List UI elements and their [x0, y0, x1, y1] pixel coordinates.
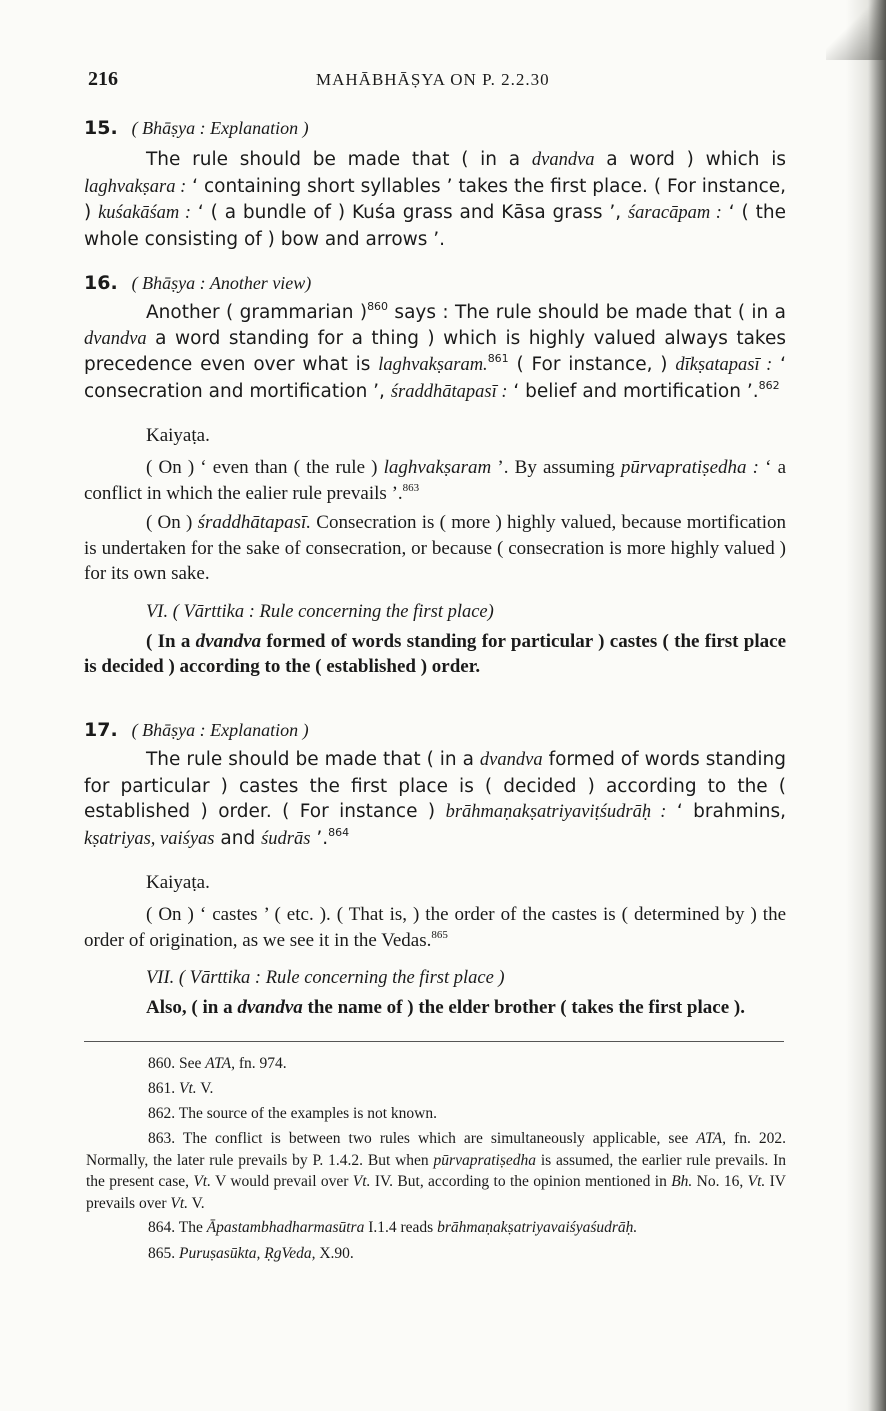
- footnote-separator: [84, 1041, 784, 1042]
- footnote-ref: 861: [487, 352, 509, 365]
- footnote-863: 863. The conflict is between two rules which are simultaneously applicable, see ATA, fn. 202. Normally, the later rule prevails by P. 1.4.2. But when pūrvapratiṣedha is assumed, the earlier rule prevails. In the present case, Vt. V would prevail over Vt. IV. But, according to the opinion mentioned in Bh. No. 16, Vt. IV prevails over Vt. V.: [86, 1130, 786, 1212]
- page-edge-shadow: [846, 0, 886, 1411]
- footnote-860: 860. See ATA, fn. 974.: [148, 1055, 287, 1072]
- section-15: [84, 115, 786, 252]
- varttika-text: Also, ( in a dvandva the name of ) the elder brother ( takes the first place ).: [146, 997, 745, 1018]
- section-title: ( Bhāṣya : Another view): [131, 273, 312, 293]
- section-title: ( Bhāṣya : Explanation ): [131, 118, 309, 138]
- kaiyata-label: Kaiyaṭa.: [146, 872, 210, 893]
- footnote-861: 861. Vt. V.: [148, 1080, 214, 1097]
- section-heading: [84, 270, 786, 296]
- varttika-title: VI. ( Vārttika : Rule concerning the first place): [146, 601, 494, 622]
- footnote-ref: 863: [402, 481, 420, 494]
- section-title: ( Bhāṣya : Explanation ): [131, 720, 309, 740]
- bhasya-paragraph: Another ( grammarian )$^{860}$ says : The rule should be made that ( in a dvandva a word standing for a thing ) which is highly valued always takes precedence even over what is laghvakṣaram.$^{861}$ ( For instance, ) dīkṣatapasī : ‘ consecration and mortification ’, śraddhātapasī : ‘ belief and mortification ’.$^{862}$: [84, 300, 786, 402]
- kaiyata-paragraph: ( On ) śraddhātapasī. Consecration is ( more ) highly valued, because mortification is undertaken for the sake of consecration, or because ( consecration is more highly valued ) for its own sake.: [84, 512, 786, 584]
- running-head: MAHĀBHĀṢYA ON P. 2.2.30: [316, 70, 550, 89]
- page-corner-shadow: [826, 0, 886, 60]
- footnote-ref: 865: [431, 928, 448, 941]
- section-17: [84, 717, 786, 1021]
- footnote-864: 864. The Āpastambhadharmasūtra I.1.4 reads brāhmaṇakṣatriyavaiśyaśudrāḥ.: [148, 1219, 638, 1236]
- section-number: 15.: [84, 117, 118, 139]
- varttika-text: ( In a dvandva formed of words standing for particular ) castes ( the first place is decided ) according to the ( established ) order.: [84, 630, 786, 677]
- bhasya-paragraph: The rule should be made that ( in a dvandva formed of words standing for particular ) castes the first place is ( decided ) according to the ( established ) order. ( For instance ) brāhmaṇakṣatriyaviṭśudrāḥ : ‘ brahmins, kṣatriyas, vaiśyas and śudrās ’.$^{864}$: [84, 749, 787, 849]
- footnote-862: 862. The source of the examples is not known.: [148, 1105, 438, 1122]
- section-heading: [84, 115, 786, 141]
- section-16: [84, 270, 786, 680]
- page-header: [88, 68, 788, 98]
- varttika-title: VII. ( Vārttika : Rule concerning the first place ): [146, 968, 505, 988]
- footnote-ref: 862: [758, 378, 780, 392]
- footnote-ref: 864: [328, 825, 350, 839]
- footnote-865: 865. Puruṣasūkta, ṚgVeda, X.90.: [148, 1245, 354, 1262]
- section-number: 17.: [84, 719, 118, 741]
- bhasya-paragraph: The rule should be made that ( in a dvandva a word ) which is laghvakṣara : ‘ containing short syllables ’ takes the first place. ( For instance, ) kuśakāśam : ‘ ( a bundle of ) Kuśa grass and Kāsa grass ’, śaracāpam : ‘ ( the whole consisting of ) bow and arrows ’.: [84, 149, 787, 250]
- section-heading: [84, 717, 786, 743]
- kaiyata-label: Kaiyaṭa.: [146, 425, 210, 446]
- footnote-ref: 860: [367, 300, 389, 313]
- section-number: 16.: [84, 272, 118, 294]
- kaiyata-paragraph: ( On ) ‘ castes ’ ( etc. ). ( That is, ) the order of the castes is ( determined by ) the order of origination, as we see it in the Vedas.$^{865}$: [84, 904, 786, 951]
- page-number: 216: [88, 68, 118, 90]
- kaiyata-paragraph: ( On ) ‘ even than ( the rule ) laghvakṣaram ’. By assuming pūrvapratiṣedha : ‘ a conflict in which the ealier rule prevails ’.$^{863}$: [84, 457, 787, 504]
